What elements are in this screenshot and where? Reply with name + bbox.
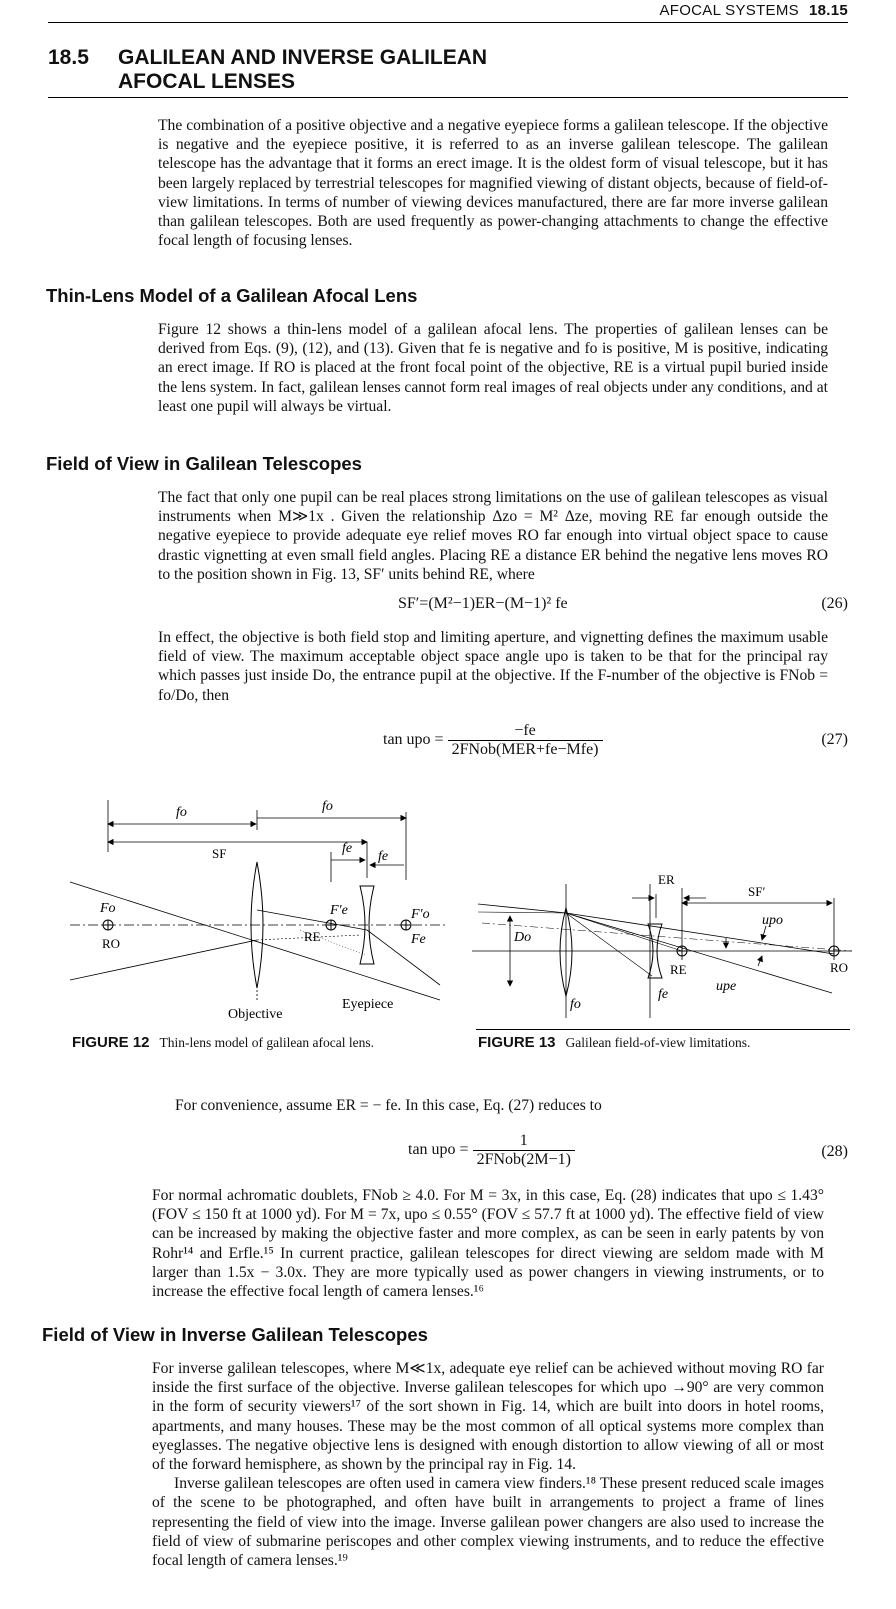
fig13-label-upe: upe (716, 979, 737, 994)
equation-27-number: (27) (821, 731, 848, 748)
intro-paragraph: The combination of a positive objective and a negative eyepiece forms a galilean telescope. If the objective is negative and the eyepiece positive, it is referred to as an inverse galilean telescope. The galilean telescope has the advantage that it forms an erect image. It is the oldest form of visual telescope, but it has been largely replaced by terrestrial telescopes for magnified viewing of distant objects, because of field-of-view limitations. In terms of number of viewing devices manufactured, there are far more inverse galilean than galilean telescopes. Both are used frequently as power-changing attachments to change the effective focal length of focusing lenses. (158, 117, 828, 250)
equation-26-number: (26) (821, 595, 848, 612)
convenience-paragraph: For normal achromatic doublets, FNob ≥ 4.0. For M = 3x, in this case, Eq. (28) indicates that upo ≤ 1.43° (FOV ≤ 150 ft at 1000 yd). For M = 7x, upo ≤ 0.55° (FOV ≤ 57.7 ft at 1000 yd). The effective field of view can be increased by making the objective faster and more complex, as can be seen in early patents by von Rohr¹⁴ and Erfle.¹⁵ In current practice, galilean telescopes for direct viewing are seldom made with M larger than 1.5x − 3.0x. They are more typically used as power changers in viewing instruments, or to increase the effective focal length of camera lenses.¹⁶ (152, 1187, 824, 1301)
running-header (659, 2, 848, 19)
fig13-label-ro: RO (830, 960, 849, 975)
equation-28 (408, 1132, 575, 1169)
fig12-label-Fe: Fe (411, 932, 426, 947)
equation-27-fraction (448, 722, 603, 759)
equation-28-number: (28) (821, 1143, 848, 1160)
equation-28-fraction (473, 1132, 575, 1169)
figure-13-caption (478, 1034, 750, 1051)
equation-28-lhs: tan upo = (408, 1141, 469, 1159)
fig12-label-sf: SF (212, 846, 227, 861)
fig12-label-eyepiece: Eyepiece (342, 997, 394, 1012)
page-number: 18.15 (808, 2, 848, 19)
figure-12-caption (72, 1034, 374, 1051)
thin-lens-paragraph: Figure 12 shows a thin-lens model of a galilean afocal lens. The properties of galilean lenses can be derived from Eqs. (9), (12), and (13). Given that fe is negative and fo is positive, M is positive, indicating an erect image. If RO is placed at the front focal point of the objective, RE is a virtual pupil buried inside the lens system. In fact, galilean lenses cannot form real images of real objects under any conditions, and at least one pupil will always be virtual. (158, 321, 828, 415)
figure-12-caption-label: FIGURE 12 (72, 1034, 150, 1051)
fig13-label-do: Do (514, 930, 532, 945)
fig12-label-fo: fo (176, 805, 187, 820)
fig13-label-re: RE (670, 962, 687, 977)
figure-13-diagram (472, 868, 856, 1030)
equation-28-numerator: 1 (473, 1132, 575, 1151)
fig12-label-re: RE (304, 929, 321, 944)
convenience-text: For convenience, assume ER = − fe. In this case, Eq. (27) reduces to (175, 1097, 602, 1114)
fig12-label-objective: Objective (228, 1007, 283, 1022)
fig12-label-Fe-prime: F′e (330, 903, 348, 918)
fov-inverse-paragraphs (152, 1359, 824, 1570)
equation-28-denominator: 2FNob(2M−1) (476, 1151, 571, 1168)
fov-galilean-paragraph-2: In effect, the objective is both field stop and limiting aperture, and vignetting defines the maximum usable field of view. The maximum acceptable object space angle upo is taken to be that for the principal ray which passes just inside Do, the entrance pupil at the objective. If the F-number of the objective is FNob = fo/Do, then (158, 629, 828, 704)
fig12-label-ro: RO (102, 936, 121, 951)
figure-12-diagram (60, 790, 460, 1030)
subheading-fov-galilean: Field of View in Galilean Telescopes (46, 453, 362, 474)
fig13-label-upo: upo (762, 913, 783, 928)
fig13-label-fe: fe (658, 987, 669, 1002)
equation-27-numerator: −fe (448, 722, 603, 741)
equation-27-lhs: tan upo = (383, 731, 444, 749)
fov-inverse-paragraph-2: Inverse galilean telescopes are often used in camera view finders.¹⁸ These present reduced scale images of the scene to be photographed, and often have built in arrangements to project a frame of lines representing the field of view into the image. Inverse galilean power changers are also used to increase the field of view of submarine periscopes and other complex viewing instruments, and to reduce the effective focal length of camera lenses.¹⁹ (152, 1475, 824, 1570)
section-number: 18.5 (48, 46, 89, 69)
running-title: AFOCAL SYSTEMS (659, 2, 799, 19)
section-heading (48, 46, 848, 98)
fig13-label-er: ER (658, 872, 675, 887)
fig12-label-fe-2: fe (378, 849, 389, 864)
subheading-fov-inverse: Field of View in Inverse Galilean Telescopes (42, 1324, 428, 1345)
equation-27 (383, 722, 603, 759)
figure-13-rule (476, 1029, 850, 1030)
fig13-label-sf-prime: SF′ (748, 884, 766, 899)
subheading-thin-lens: Thin-Lens Model of a Galilean Afocal Lens (46, 285, 418, 306)
figure-13-caption-label: FIGURE 13 (478, 1034, 556, 1051)
fig12-label-fe: fe (342, 841, 353, 856)
fov-galilean-paragraph-1: The fact that only one pupil can be real places strong limitations on the use of galilean telescopes as visual instruments when M≫1x . Given the relationship Δzo = M² Δze, moving RE far enough outside the negative eyepiece to provide adequate eye relief moves RO far enough into virtual object space to cause drastic vignetting at even small field angles. Placing RE a distance ER behind the negative lens moves RO to the position shown in Fig. 13, SF′ units behind RE, where (158, 489, 828, 583)
figure-12-caption-text: Thin-lens model of galilean afocal lens. (159, 1035, 374, 1050)
fig12-label-Fo: Fo (100, 901, 116, 916)
fig12-label-fo-2: fo (322, 799, 333, 814)
fov-inverse-paragraph-1: For inverse galilean telescopes, where M≪1x, adequate eye relief can be achieved without moving RO far inside the first surface of the objective. Inverse galilean telescopes for which upo →90° are very common in the form of security viewers¹⁷ of the sort shown in Fig. 14, which are built into doors in hotel rooms, apartments, and many houses. These may be the most common of all optical systems more complex than eyeglasses. The negative objective lens is designed with enough distortion to allow viewing of all or most of the forward hemisphere, as shown by the principal ray in Fig. 14. (152, 1360, 824, 1474)
equation-26: SF′=(M²−1)ER−(M−1)² fe (398, 595, 568, 612)
section-title: GALILEAN AND INVERSE GALILEAN AFOCAL LENSES (118, 46, 488, 93)
fig13-label-fo: fo (570, 997, 581, 1012)
figure-13-caption-text: Galilean field-of-view limitations. (565, 1035, 751, 1050)
equation-27-denominator: 2FNob(MER+fe−Mfe) (451, 741, 599, 758)
fig12-label-Fo-prime: F′o (411, 907, 430, 922)
header-rule (48, 22, 848, 23)
